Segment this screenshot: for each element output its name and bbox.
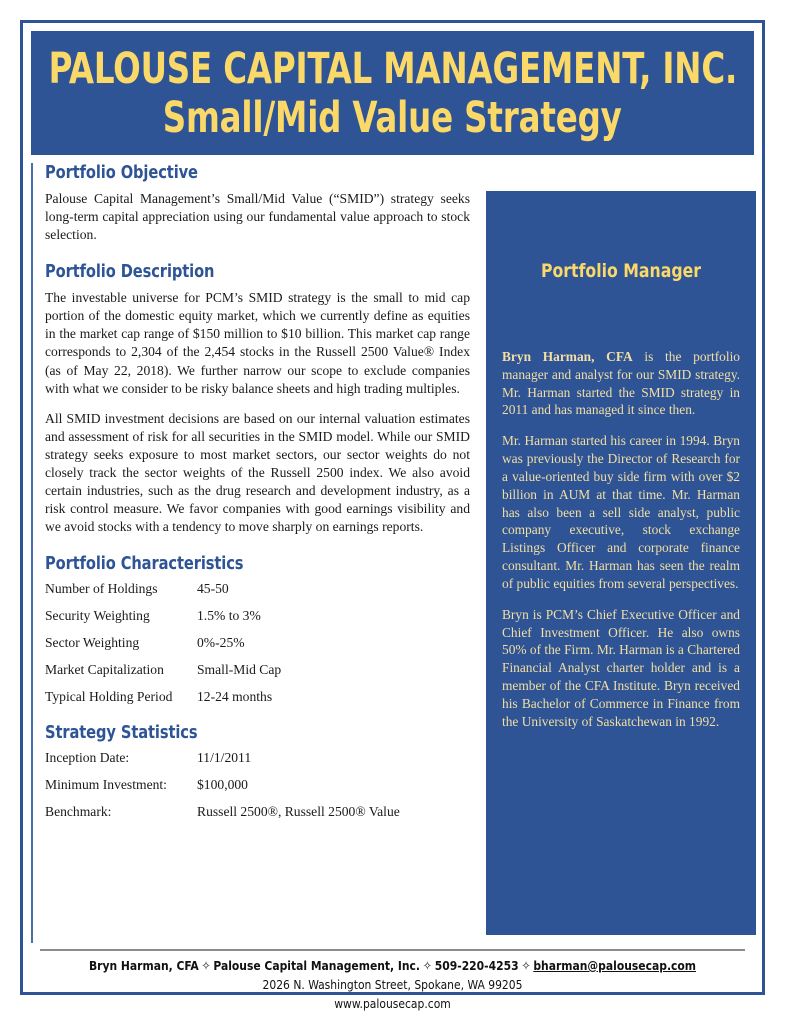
document-page <box>20 20 765 1011</box>
footer-email-link[interactable]: bharman@palousecap.com <box>533 958 697 973</box>
table-row <box>45 581 465 597</box>
characteristic-value: 12-24 months <box>197 689 273 705</box>
footer-contact-line <box>49 957 736 976</box>
footer-address: 2026 N. Washington Street, Spokane, WA 99205 <box>262 976 523 992</box>
strategy-subtitle: Small/Mid Value Strategy <box>163 93 622 143</box>
table-row <box>45 608 465 624</box>
table-row <box>45 777 465 793</box>
portfolio-manager-bio-paragraph-2: Mr. Harman started his career in 1994. Bryn was previously the Director of Research for a value-oriented buy side firm with over $2 billion in AUM at that time. Mr. Harman has also been a sell side analyst, public company executive, stock exchange Listings Officer and corporate finance consultant. Mr. Harman has seen the realm of public equities from several perspectives. <box>502 433 740 591</box>
portfolio-objective-heading: Portfolio Objective <box>45 163 198 183</box>
table-row <box>45 804 465 820</box>
characteristic-label: Market Capitalization <box>45 662 164 678</box>
table-row <box>45 750 465 766</box>
portfolio-description-paragraph-1: The investable universe for PCM’s SMID strategy is the small to mid cap portion of the domestic equity market, which we currently define as equities in the market cap range of $150 million to $10 billion. This market cap range corresponds to 2,304 of the 2,454 stocks in the Russell 2500 Value® Index (as of May 22, 2018). We further narrow our scope to exclude companies with what we consider to be risky balance sheets and high trading multiples. <box>45 290 470 396</box>
portfolio-characteristics-heading: Portfolio Characteristics <box>45 554 244 575</box>
table-row <box>45 689 465 705</box>
portfolio-manager-panel <box>486 191 756 935</box>
portfolio-manager-heading: Portfolio Manager <box>540 260 702 282</box>
left-column <box>31 163 471 943</box>
table-row <box>45 662 465 678</box>
diamond-separator-icon: ✧ <box>521 958 531 973</box>
portfolio-description-paragraph-2: All SMID investment decisions are based on our internal valuation estimates and assessment of risk for all securities in the SMID model. While our SMID strategy seeks exposure to most market sectors, our sector weights do not closely track the sector weights of the Russell 2500 index. We also avoid certain industries, such as the drug research and development industry, as a risk control measure. We favor companies with good earnings visibility and we avoid stocks with a tendency to move sharply on earnings reports. <box>45 410 470 535</box>
footer-name: Bryn Harman, CFA <box>88 958 199 973</box>
diamond-separator-icon: ✧ <box>422 958 432 973</box>
portfolio-description-heading: Portfolio Description <box>45 262 215 283</box>
portfolio-manager-bio-rest: is the portfolio manager and analyst for our SMID strategy. Mr. Harman started the SMID strategy in 2011 and has managed it since then. <box>502 349 740 418</box>
table-row <box>45 635 465 651</box>
portfolio-manager-bio-paragraph-3: Bryn is PCM’s Chief Executive Officer and Chief Investment Officer. He also owns 50% of the Firm. Mr. Harman is a Chartered Financial Analyst charter holder and is a member of the CFA Institute. Bryn received his Bachelor of Commerce in Finance from the University of Saskatchewan in 1992. <box>502 606 740 729</box>
statistic-label: Benchmark: <box>45 804 112 820</box>
characteristic-value: 45-50 <box>197 581 229 597</box>
footer-website[interactable]: www.palousecap.com <box>334 995 451 1011</box>
characteristic-label: Number of Holdings <box>45 581 158 597</box>
statistic-label: Minimum Investment: <box>45 777 167 793</box>
portfolio-characteristics-table <box>45 581 465 705</box>
characteristic-label: Security Weighting <box>45 608 150 624</box>
characteristic-value: Small-Mid Cap <box>197 662 282 678</box>
footer-divider <box>40 949 745 951</box>
characteristic-label: Typical Holding Period <box>45 689 173 705</box>
statistic-value: $100,000 <box>197 777 248 793</box>
content-area <box>31 163 754 943</box>
statistic-value: 11/1/2011 <box>197 750 252 766</box>
characteristic-value: 1.5% to 3% <box>197 608 261 624</box>
characteristic-value: 0%-25% <box>197 635 245 651</box>
company-title: PALOUSE CAPITAL MANAGEMENT, INC. <box>48 44 737 95</box>
statistic-label: Inception Date: <box>45 750 130 766</box>
portfolio-objective-text: Palouse Capital Management’s Small/Mid Value (“SMID”) strategy seeks long-term capital appreciation using our fundamental value approach to stock selection. <box>45 191 470 243</box>
footer-phone: 509-220-4253 <box>434 958 519 973</box>
strategy-statistics-table <box>45 750 465 820</box>
title-banner <box>31 31 754 155</box>
characteristic-label: Sector Weighting <box>45 635 140 651</box>
portfolio-manager-name: Bryn Harman, CFA <box>502 349 633 364</box>
page-footer <box>31 949 754 1014</box>
strategy-statistics-heading: Strategy Statistics <box>45 723 198 744</box>
footer-company: Palouse Capital Management, Inc. <box>213 958 421 973</box>
portfolio-manager-bio-paragraph-1 <box>502 348 740 419</box>
diamond-separator-icon: ✧ <box>201 958 211 973</box>
statistic-value: Russell 2500®, Russell 2500® Value <box>197 804 400 820</box>
